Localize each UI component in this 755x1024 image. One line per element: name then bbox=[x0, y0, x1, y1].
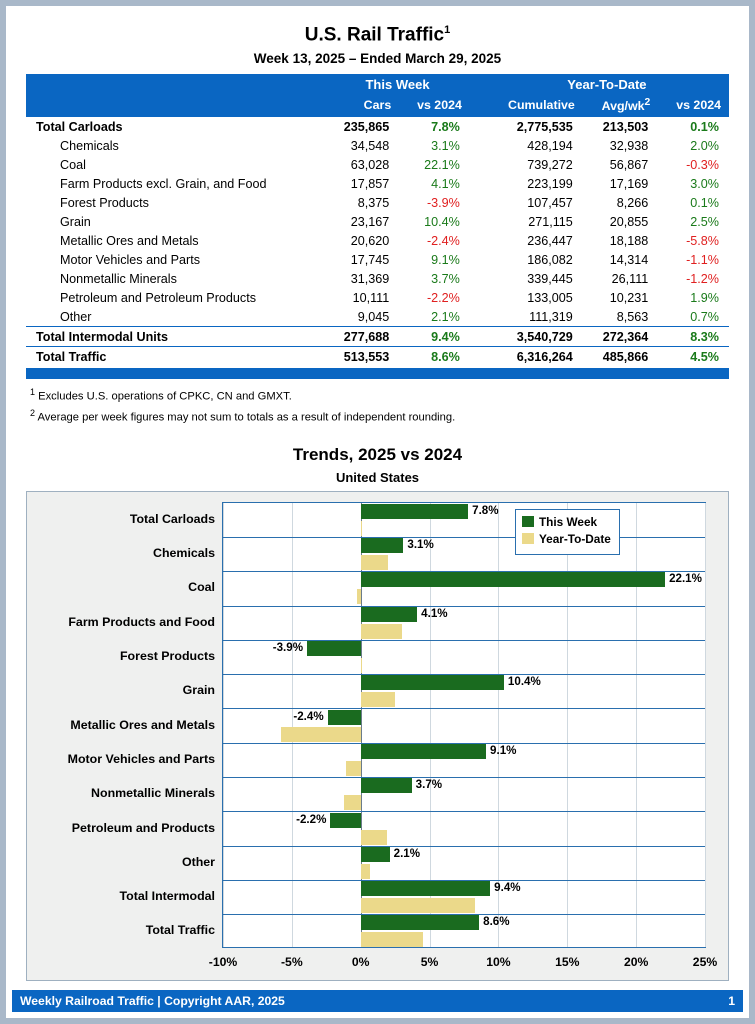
col-header-vs-2024-ytd: vs 2024 bbox=[658, 95, 729, 117]
row-label: Farm Products excl. Grain, and Food bbox=[60, 176, 267, 191]
row-vs-2024-ytd: 3.0% bbox=[690, 176, 719, 191]
row-cars: 17,745 bbox=[350, 252, 390, 267]
row-avg-wk: 10,231 bbox=[609, 290, 649, 305]
chart-category-label: Petroleum and Products bbox=[71, 820, 215, 835]
row-vs-2024-ytd: 2.0% bbox=[690, 138, 719, 153]
row-vs-2024-week: 8.6% bbox=[399, 347, 470, 367]
page-title bbox=[26, 24, 729, 46]
chart-data-label: 2.1% bbox=[393, 846, 421, 860]
chart-bar-this-week bbox=[361, 847, 390, 862]
page-footer bbox=[12, 990, 743, 1012]
row-gap bbox=[470, 174, 485, 193]
chart-bar-this-week bbox=[328, 710, 361, 725]
row-cumulative: 271,115 bbox=[528, 214, 573, 229]
row-vs-2024-ytd: 1.9% bbox=[690, 290, 719, 305]
chart-category-label: Total Carloads bbox=[129, 511, 215, 526]
chart-category-label: Chemicals bbox=[153, 546, 215, 561]
chart-bar-ytd bbox=[281, 727, 361, 742]
row-avg-wk: 17,169 bbox=[609, 176, 649, 191]
footnote-1: $^1$ Excludes U.S. operations of CPKC, CN and GMXT. bbox=[30, 387, 292, 404]
page-inner bbox=[12, 12, 743, 990]
table-row bbox=[26, 193, 729, 212]
chart-bar-ytd bbox=[361, 864, 371, 879]
legend-item-ytd: Year-To-Date bbox=[522, 531, 611, 549]
row-vs-2024-week: 10.4% bbox=[424, 214, 460, 229]
chart-bar-this-week bbox=[307, 641, 361, 656]
row-vs-2024-week: 4.1% bbox=[431, 176, 460, 191]
chart-bar-this-week bbox=[361, 607, 417, 622]
table-row bbox=[26, 212, 729, 231]
row-vs-2024-ytd: 0.1% bbox=[690, 195, 719, 210]
row-label: Forest Products bbox=[60, 195, 149, 210]
row-cumulative: 236,447 bbox=[527, 233, 573, 248]
row-vs-2024-ytd: -5.8% bbox=[686, 233, 719, 248]
chart-category-label: Forest Products bbox=[119, 649, 215, 664]
table-row bbox=[26, 307, 729, 327]
table-bottom-band bbox=[26, 368, 729, 379]
table-row bbox=[26, 269, 729, 288]
row-vs-2024-week: 3.1% bbox=[431, 138, 460, 153]
chart-subtitle: United States bbox=[335, 469, 420, 485]
row-vs-2024-week: 9.1% bbox=[431, 252, 460, 267]
row-cars: 20,620 bbox=[350, 233, 390, 248]
row-cumulative: 6,316,264 bbox=[485, 347, 583, 367]
col-header-category bbox=[26, 95, 325, 117]
row-cars: 63,028 bbox=[350, 157, 390, 172]
chart-bar-this-week bbox=[361, 572, 665, 587]
row-gap bbox=[470, 136, 485, 155]
legend-swatch-this-week bbox=[522, 516, 534, 527]
row-cumulative: 133,005 bbox=[527, 290, 573, 305]
chart-bar-ytd bbox=[361, 932, 423, 947]
footer-page-number: 1 bbox=[728, 994, 735, 1008]
table-row bbox=[26, 174, 729, 193]
chart-x-tick-label: 25% bbox=[692, 954, 718, 969]
table-column-header-row bbox=[26, 95, 729, 117]
chart-category-label: Nonmetallic Minerals bbox=[91, 786, 215, 801]
trends-chart bbox=[26, 491, 729, 981]
row-cumulative: 339,445 bbox=[527, 271, 573, 286]
row-vs-2024-ytd: -1.2% bbox=[686, 271, 719, 286]
row-cars: 17,857 bbox=[350, 176, 390, 191]
row-cumulative: 428,194 bbox=[527, 138, 573, 153]
row-cumulative: 223,199 bbox=[527, 176, 573, 191]
row-cumulative: 186,082 bbox=[527, 252, 573, 267]
table-row bbox=[26, 250, 729, 269]
chart-bar-this-week bbox=[361, 744, 486, 759]
row-label: Motor Vehicles and Parts bbox=[60, 252, 201, 267]
chart-row-separator bbox=[223, 846, 705, 847]
row-vs-2024-ytd: -0.3% bbox=[686, 157, 719, 172]
row-avg-wk: 8,266 bbox=[616, 195, 649, 210]
chart-bar-ytd bbox=[361, 692, 395, 707]
row-vs-2024-week: 3.7% bbox=[431, 271, 460, 286]
table-row bbox=[26, 117, 729, 136]
col-header-cumulative: Cumulative bbox=[485, 95, 583, 117]
col-header-gap bbox=[470, 95, 485, 117]
row-vs-2024-ytd: 0.1% bbox=[690, 119, 719, 134]
row-avg-wk: 485,866 bbox=[583, 347, 658, 367]
legend-swatch-ytd bbox=[522, 533, 534, 544]
row-label: Metallic Ores and Metals bbox=[60, 233, 199, 248]
chart-x-tick-label: -5% bbox=[281, 954, 303, 969]
chart-data-label: 3.7% bbox=[415, 778, 443, 792]
row-cumulative: 111,319 bbox=[529, 309, 573, 324]
col-header-cars: Cars bbox=[325, 95, 399, 117]
row-gap bbox=[470, 193, 485, 212]
group-header-this-week: This Week bbox=[325, 74, 470, 95]
row-cars: 9,045 bbox=[357, 309, 390, 324]
row-cumulative: 739,272 bbox=[527, 157, 573, 172]
row-gap bbox=[470, 212, 485, 231]
row-avg-wk: 20,855 bbox=[609, 214, 649, 229]
footnotes bbox=[26, 386, 729, 426]
row-gap bbox=[470, 288, 485, 307]
chart-plot-area bbox=[67, 502, 718, 969]
row-vs-2024-week: -2.4% bbox=[426, 233, 460, 248]
legend-item-this-week: This Week bbox=[522, 514, 611, 532]
row-avg-wk: 213,503 bbox=[602, 119, 649, 134]
chart-row-separator bbox=[223, 777, 705, 778]
chart-bar-this-week bbox=[361, 915, 479, 930]
chart-bar-this-week bbox=[330, 813, 360, 828]
chart-category-label: Total Intermodal bbox=[119, 889, 215, 904]
chart-x-tick-label: 0% bbox=[351, 954, 370, 969]
row-label: Other bbox=[60, 309, 92, 324]
chart-row-separator bbox=[223, 606, 705, 607]
row-gap bbox=[470, 250, 485, 269]
row-gap bbox=[470, 117, 485, 136]
row-cars: 8,375 bbox=[357, 195, 390, 210]
chart-category-label: Total Traffic bbox=[145, 923, 215, 938]
group-header-spacer bbox=[26, 74, 325, 95]
chart-data-label: 10.4% bbox=[507, 675, 541, 689]
chart-data-label: 9.1% bbox=[490, 743, 517, 757]
chart-legend bbox=[515, 509, 620, 555]
row-vs-2024-week: 2.1% bbox=[431, 309, 460, 324]
row-vs-2024-week: 7.8% bbox=[431, 119, 460, 134]
chart-bar-ytd bbox=[361, 624, 402, 639]
chart-data-label: 9.4% bbox=[494, 881, 521, 895]
chart-bar-ytd bbox=[344, 795, 361, 810]
group-header-ytd: Year-To-Date bbox=[485, 74, 729, 95]
row-label: Total Intermodal Units bbox=[26, 327, 325, 347]
chart-data-label: 7.8% bbox=[472, 503, 499, 517]
footer-text: Weekly Railroad Traffic | Copyright AAR, 2025 bbox=[20, 994, 285, 1008]
row-avg-wk: 32,938 bbox=[609, 138, 649, 153]
chart-bar-this-week bbox=[361, 881, 490, 896]
chart-data-label: -2.4% bbox=[293, 709, 324, 723]
chart-data-label: 3.1% bbox=[407, 538, 434, 552]
row-avg-wk: 272,364 bbox=[583, 327, 658, 347]
row-vs-2024-week: 22.1% bbox=[424, 157, 460, 172]
chart-x-tick-label: 5% bbox=[420, 954, 439, 969]
row-vs-2024-ytd: -1.1% bbox=[686, 252, 719, 267]
row-label: Petroleum and Petroleum Products bbox=[60, 290, 257, 305]
row-avg-wk: 18,188 bbox=[609, 233, 649, 248]
row-vs-2024-week: -2.2% bbox=[426, 290, 460, 305]
row-vs-2024-ytd: 8.3% bbox=[658, 327, 729, 347]
row-cars: 34,548 bbox=[350, 138, 390, 153]
chart-category-label: Farm Products and Food bbox=[68, 614, 215, 629]
row-label: Total Traffic bbox=[26, 347, 325, 367]
row-cars: 23,167 bbox=[350, 214, 390, 229]
row-gap bbox=[470, 269, 485, 288]
row-gap bbox=[470, 307, 485, 327]
chart-category-label: Grain bbox=[182, 683, 215, 698]
chart-x-tick-label: 20% bbox=[623, 954, 649, 969]
chart-bar-this-week bbox=[361, 504, 468, 519]
row-avg-wk: 14,314 bbox=[609, 252, 649, 267]
rail-traffic-table bbox=[26, 74, 729, 366]
chart-x-tick-label: 10% bbox=[486, 954, 511, 969]
row-label: Grain bbox=[60, 214, 91, 229]
row-vs-2024-week: 9.4% bbox=[399, 327, 470, 347]
chart-data-label: 22.1% bbox=[669, 572, 702, 586]
page-title-text: U.S. Rail Traffic bbox=[304, 24, 445, 46]
row-vs-2024-ytd: 4.5% bbox=[658, 347, 729, 367]
chart-bar-ytd bbox=[361, 658, 362, 673]
chart-category-label: Motor Vehicles and Parts bbox=[67, 751, 215, 766]
table-group-header-row bbox=[26, 74, 729, 95]
row-cars: 513,553 bbox=[325, 347, 399, 367]
table-row bbox=[26, 347, 729, 367]
chart-bar-this-week bbox=[361, 778, 412, 793]
chart-bar-ytd bbox=[361, 830, 387, 845]
col-header-vs-2024-week: vs 2024 bbox=[399, 95, 470, 117]
chart-bar-ytd bbox=[361, 521, 362, 536]
row-gap bbox=[470, 347, 485, 367]
row-gap bbox=[470, 231, 485, 250]
chart-data-label: 4.1% bbox=[421, 606, 448, 620]
chart-x-tick-label: 15% bbox=[555, 954, 580, 969]
row-cumulative: 3,540,729 bbox=[485, 327, 583, 347]
row-label: Nonmetallic Minerals bbox=[60, 271, 177, 286]
table-row bbox=[26, 155, 729, 174]
row-cars: 235,865 bbox=[343, 119, 390, 134]
chart-title: Trends, 2025 vs 2024 bbox=[292, 444, 463, 464]
chart-bar-ytd bbox=[357, 589, 361, 604]
table-row bbox=[26, 136, 729, 155]
chart-gridline bbox=[705, 503, 706, 947]
chart-data-label: 8.6% bbox=[483, 915, 510, 929]
row-avg-wk: 26,111 bbox=[611, 271, 649, 286]
group-header-gap bbox=[470, 74, 485, 95]
chart-bar-this-week bbox=[361, 675, 504, 690]
chart-data-label: -2.2% bbox=[296, 812, 327, 826]
row-cars: 31,369 bbox=[350, 271, 390, 286]
row-vs-2024-ytd: 0.7% bbox=[690, 309, 719, 324]
chart-data-label: -3.9% bbox=[272, 641, 304, 655]
row-label: Total Carloads bbox=[36, 119, 123, 134]
row-cars: 10,111 bbox=[352, 290, 390, 305]
chart-bar-ytd bbox=[361, 555, 389, 570]
chart-bar-ytd bbox=[346, 761, 361, 776]
chart-category-label: Other bbox=[181, 854, 215, 869]
row-gap bbox=[470, 327, 485, 347]
table-row bbox=[26, 231, 729, 250]
row-cumulative: 2,775,535 bbox=[516, 119, 573, 134]
col-header-avg-wk: Avg/$wk^2$ bbox=[583, 95, 658, 117]
row-cars: 277,688 bbox=[325, 327, 399, 347]
row-avg-wk: 56,867 bbox=[609, 157, 649, 172]
row-avg-wk: 8,563 bbox=[616, 309, 649, 324]
table-row bbox=[26, 327, 729, 347]
page-subtitle: Week 13, 2025 – Ended March 29, 2025 bbox=[253, 51, 502, 67]
row-label: Coal bbox=[60, 157, 86, 172]
chart-category-label: Metallic Ores and Metals bbox=[70, 717, 215, 732]
chart-category-label: Coal bbox=[188, 580, 215, 595]
chart-bar-this-week bbox=[361, 538, 404, 553]
row-vs-2024-week: -3.9% bbox=[426, 195, 460, 210]
footnote-2: $^2$ Average per week figures may not sum to totals as a result of independent rounding. bbox=[30, 407, 456, 424]
chart-x-tick-label: -10% bbox=[208, 954, 238, 969]
table-row bbox=[26, 288, 729, 307]
page-title-footnote-marker: 1 bbox=[444, 24, 451, 36]
row-vs-2024-ytd: 2.5% bbox=[690, 214, 719, 229]
chart-bar-ytd bbox=[361, 898, 475, 913]
row-gap bbox=[470, 155, 485, 174]
row-cumulative: 107,457 bbox=[527, 195, 573, 210]
row-label: Chemicals bbox=[60, 138, 119, 153]
chart-row-separator bbox=[223, 537, 705, 538]
